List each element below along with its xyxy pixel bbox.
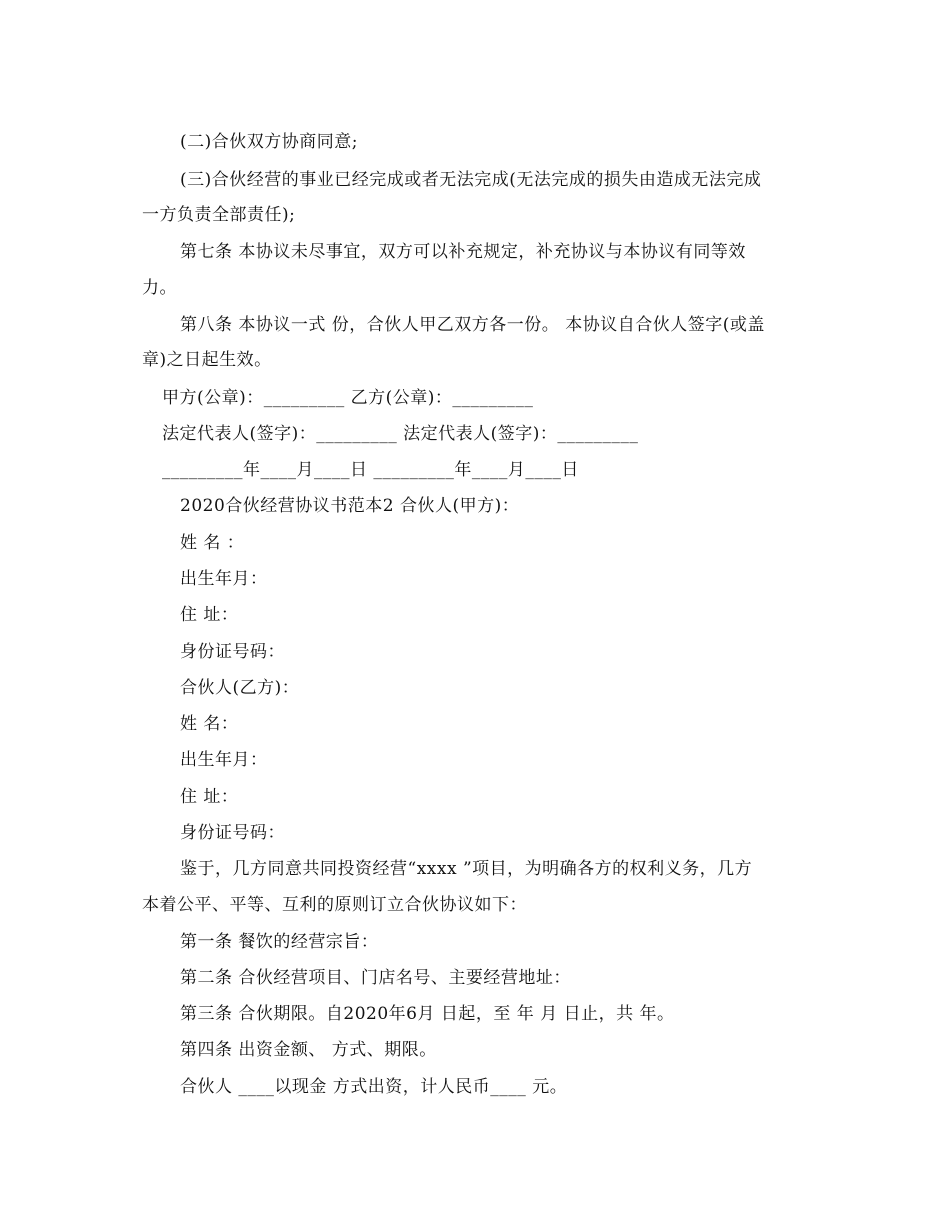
article-1: 第一条 餐饮的经营宗旨：	[180, 932, 379, 952]
field-id: 身份证号码：	[180, 823, 285, 843]
contribution-line: 合伙人 ____以现金 方式出资，计人民币____ 元。	[180, 1077, 568, 1097]
signature-line: 法定代表人(签字)：_________ 法定代表人(签字)：_________	[162, 424, 639, 444]
clause-line: (二)合伙双方协商同意;	[180, 132, 358, 152]
article-8: 第八条 本协议一式 份，合伙人甲乙双方各一份。 本协议自合伙人签字(或盖	[180, 315, 765, 335]
template-title: 2020合伙经营协议书范本2 合伙人(甲方)：	[180, 496, 520, 516]
date-line: _________年____月____日 _________年____月____日	[162, 460, 579, 480]
article-3: 第三条 合伙期限。自2020年6月 日起，至 年 月 日止，共 年。	[180, 1004, 675, 1024]
article-4: 第四条 出资金额、 方式、期限。	[180, 1040, 437, 1060]
clause-line: (三)合伙经营的事业已经完成或者无法完成(无法完成的损失由造成无法完成	[180, 170, 762, 190]
field-birth: 出生年月：	[180, 750, 268, 770]
clause-line: 一方负责全部责任);	[142, 205, 296, 225]
partner-b-heading: 合伙人(乙方)：	[180, 678, 300, 698]
article-7-cont: 力。	[142, 278, 177, 298]
preamble-cont: 本着公平、平等、互利的原则订立合伙协议如下：	[142, 895, 527, 915]
seal-line: 甲方(公章)：_________ 乙方(公章)：_________	[162, 388, 534, 408]
preamble: 鉴于，几方同意共同投资经营“xxxx ”项目，为明确各方的权利义务，几方	[180, 859, 753, 879]
field-id: 身份证号码：	[180, 642, 285, 662]
field-name: 姓 名：	[180, 714, 239, 734]
article-8-cont: 章)之日起生效。	[142, 350, 272, 370]
article-7: 第七条 本协议未尽事宜，双方可以补充规定，补充协议与本协议有同等效	[180, 242, 746, 262]
article-2: 第二条 合伙经营项目、门店名号、主要经营地址：	[180, 968, 571, 988]
field-address: 住 址：	[180, 787, 239, 807]
field-name: 姓 名 ：	[180, 533, 245, 553]
field-birth: 出生年月：	[180, 569, 268, 589]
field-address: 住 址：	[180, 605, 239, 625]
